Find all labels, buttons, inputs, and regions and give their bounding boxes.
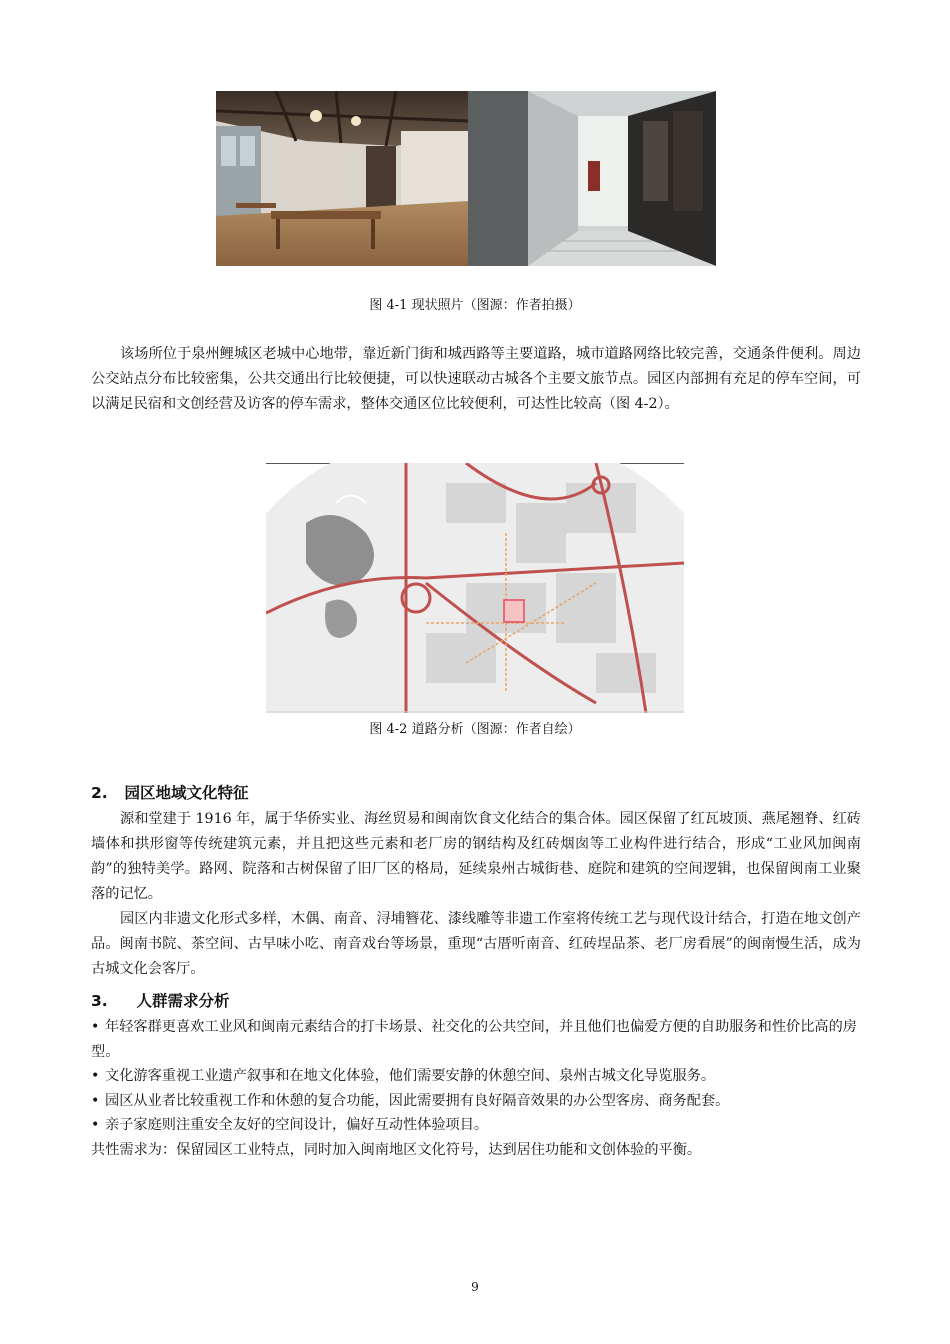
- crowd-needs-list: [91, 1015, 871, 1138]
- road-analysis-map: [266, 463, 684, 713]
- list-item: • 园区从业者比较重视工作和休憩的复合功能，因此需要拥有良好隔音效果的办公型客房、商务配套。: [91, 1092, 730, 1109]
- list-item: • 年轻客群更喜欢工业风和闽南元素结合的打卡场景、社交化的公共空间，并且他们也偏爱方便的自助服务和性价比高的房型。: [91, 1019, 857, 1060]
- figure-4-1-caption: 图 4-1 现状照片（图源：作者拍摄）: [369, 298, 581, 313]
- summary-paragraph: 共性需求为：保留园区工业特点，同时加入闽南地区文化符号，达到居住功能和文创体验的平衡。: [91, 1142, 702, 1158]
- section-2-number: 2.: [91, 784, 108, 802]
- site-boundary: [504, 600, 524, 622]
- section-2-title: 园区地域文化特征: [124, 784, 249, 802]
- corridor-photo: [468, 91, 716, 266]
- interior-hall-photo: [216, 91, 468, 266]
- section-2-heading: [91, 781, 249, 803]
- section-3-heading: [91, 989, 230, 1011]
- page-number: 9: [471, 1280, 479, 1294]
- section-2-paragraph-1: 源和堂建于 1916 年，属于华侨实业、海丝贸易和闽南饮食文化结合的集合体。园区保留了红瓦坡顶、燕尾翘脊、红砖墙体和拱形窗等传统建筑元素，并且把这些元素和老厂房的钢结构及红砖烟囱等工业构件进行结合，形成“工业风加闽南韵”的独特美学。路网、院落和古树保留了旧厂区的格局，延续泉州古城街巷、庭院和建筑的空间逻辑，也保留闽南工业聚落的记忆。: [91, 811, 861, 902]
- list-item: • 亲子家庭则注重安全友好的空间设计，偏好互动性体验项目。: [91, 1117, 489, 1133]
- figure-4-2-caption: 图 4-2 道路分析（图源：作者自绘）: [369, 722, 581, 737]
- section-3-title: 人群需求分析: [136, 992, 230, 1010]
- section-2-paragraph-2: 园区内非遗文化形式多样，木偶、南音、浔埔簪花、漆线雕等非遗工作室将传统工艺与现代设计结合，打造在地文创产品。闽南书院、茶空间、古早味小吃、南音戏台等场景，重现“古厝听南音、红砖埕品茶、老厂房看展”的闽南慢生活，成为古城文化会客厅。: [91, 911, 861, 977]
- list-item: • 文化游客重视工业遗产叙事和在地文化体验，他们需要安静的休憩空间、泉州古城文化导览服务。: [91, 1068, 716, 1084]
- section-3-number: 3.: [91, 992, 108, 1010]
- traffic-paragraph: 该场所位于泉州鲤城区老城中心地带，靠近新门街和城西路等主要道路，城市道路网络比较完善，交通条件便利。周边公交站点分布比较密集，公共交通出行比较便捷，可以快速联动古城各个主要文旅节点。园区内部拥有充足的停车空间，可以满足民宿和文创经营及访客的停车需求，整体交通区位比较便利，可达性比较高（图 4-2）。: [91, 346, 861, 412]
